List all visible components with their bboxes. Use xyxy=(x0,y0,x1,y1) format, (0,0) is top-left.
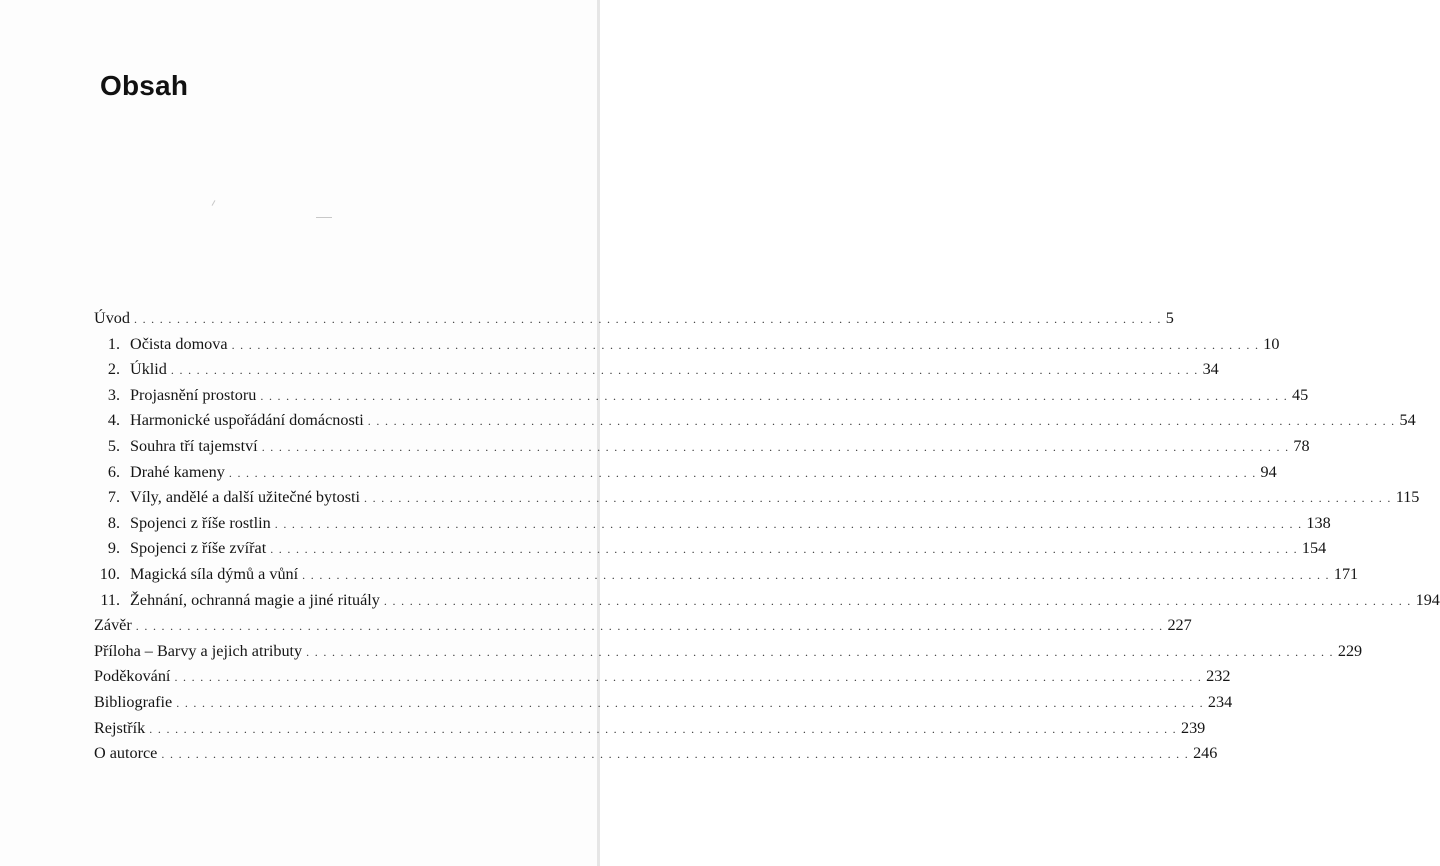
toc-dot-leader: . . . . . . . . . . . . . . . . . . . . . . . . . . . . . . . . . . . . . . . . . . . . . . . . . . . . . . . . . . . . . . . . . . . . . . . . . . . . . . . . . . . . . . . . . . . . . . . . . . . . . . . . . . . . . . . . . . . . . . . . xyxy=(270,542,1298,557)
toc-entry-number: 1. xyxy=(107,334,120,353)
toc-entry-number: 9. xyxy=(107,539,120,558)
toc-entry xyxy=(94,536,1327,562)
toc-entry-title: Bibliografie xyxy=(94,692,173,711)
toc-page-number: 171 xyxy=(1333,564,1359,583)
toc-dot-leader: . . . . . . . . . . . . . . . . . . . . . . . . . . . . . . . . . . . . . . . . . . . . . . . . . . . . . . . . . . . . . . . . . . . . . . . . . . . . . . . . . . . . . . . . . . . . . . . . . . . . . . . . . . . . . . . . . . . . . . . . xyxy=(302,567,1330,582)
toc-entry-number: 3. xyxy=(107,385,120,404)
toc-entry xyxy=(94,460,1277,486)
toc-entry xyxy=(94,383,1309,409)
toc-entry-title: Drahé kameny xyxy=(130,462,225,481)
toc-entry xyxy=(94,306,1174,332)
toc-entry-title: Projasnění prostoru xyxy=(130,385,257,404)
toc-page-number: 194 xyxy=(1415,590,1440,609)
toc-entry xyxy=(94,332,1280,358)
toc-page-number: 246 xyxy=(1193,744,1218,763)
toc-dot-leader: . . . . . . . . . . . . . . . . . . . . . . . . . . . . . . . . . . . . . . . . . . . . . . . . . . . . . . . . . . . . . . . . . . . . . . . . . . . . . . . . . . . . . . . . . . . . . . . . . . . . . . . . . . . . . . . . . . . . . . . . xyxy=(261,439,1290,454)
toc-page-number: 10 xyxy=(1263,334,1280,353)
toc-page-number: 227 xyxy=(1167,616,1192,635)
toc-entry xyxy=(94,639,1363,665)
toc-page-number: 232 xyxy=(1206,667,1231,686)
toc-page-number: 115 xyxy=(1395,488,1420,507)
toc-entry-number: 8. xyxy=(107,513,120,532)
toc-entry-title: Žehnání, ochranná magie a jiné rituály xyxy=(130,590,380,609)
toc-dot-leader: . . . . . . . . . . . . . . . . . . . . . . . . . . . . . . . . . . . . . . . . . . . . . . . . . . . . . . . . . . . . . . . . . . . . . . . . . . . . . . . . . . . . . . . . . . . . . . . . . . . . . . . . . . . . . . . . . . . . . . . . xyxy=(306,644,1334,659)
toc-entry-number: 5. xyxy=(107,436,120,455)
toc-page-number: 5 xyxy=(1165,309,1174,327)
toc-entry-title: Magická síla dýmů a vůní xyxy=(130,564,299,583)
toc-entry-title: Harmonické uspořádání domácnosti xyxy=(130,411,364,430)
toc-page-number: 34 xyxy=(1202,360,1219,379)
toc-dot-leader: . . . . . . . . . . . . . . . . . . . . . . . . . . . . . . . . . . . . . . . . . . . . . . . . . . . . . . . . . . . . . . . . . . . . . . . . . . . . . . . . . . . . . . . . . . . . . . . . . . . . . . . . . . . . . . . . . . . . . . . . xyxy=(133,312,1162,326)
toc-dot-leader: . . . . . . . . . . . . . . . . . . . . . . . . . . . . . . . . . . . . . . . . . . . . . . . . . . . . . . . . . . . . . . . . . . . . . . . . . . . . . . . . . . . . . . . . . . . . . . . . . . . . . . . . . . . . . . . . . . . . . . . . xyxy=(228,465,1257,480)
toc-dot-leader: . . . . . . . . . . . . . . . . . . . . . . . . . . . . . . . . . . . . . . . . . . . . . . . . . . . . . . . . . . . . . . . . . . . . . . . . . . . . . . . . . . . . . . . . . . . . . . . . . . . . . . . . . . . . . . . . . . . . . . . . xyxy=(174,670,1203,685)
scan-mark xyxy=(212,200,216,206)
toc-entry xyxy=(94,716,1206,742)
toc-entry-title: Souhra tří tajemství xyxy=(130,436,258,455)
toc-entry-number: 7. xyxy=(107,488,120,507)
toc-dot-leader: . . . . . . . . . . . . . . . . . . . . . . . . . . . . . . . . . . . . . . . . . . . . . . . . . . . . . . . . . . . . . . . . . . . . . . . . . . . . . . . . . . . . . . . . . . . . . . . . . . . . . . . . . . . . . . . . . . . . . . . . xyxy=(364,491,1392,506)
toc-dot-leader: . . . . . . . . . . . . . . . . . . . . . . . . . . . . . . . . . . . . . . . . . . . . . . . . . . . . . . . . . . . . . . . . . . . . . . . . . . . . . . . . . . . . . . . . . . . . . . . . . . . . . . . . . . . . . . . . . . . . . . . . xyxy=(135,619,1164,634)
toc-page-number: 45 xyxy=(1292,385,1309,404)
toc-entry-number: 6. xyxy=(107,462,120,481)
toc-entry xyxy=(94,690,1233,716)
page-title: Obsah xyxy=(100,70,189,101)
scan-mark xyxy=(316,217,332,218)
toc-dot-leader: . . . . . . . . . . . . . . . . . . . . . . . . . . . . . . . . . . . . . . . . . . . . . . . . . . . . . . . . . . . . . . . . . . . . . . . . . . . . . . . . . . . . . . . . . . . . . . . . . . . . . . . . . . . . . . . . . . . . . . . . xyxy=(274,516,1303,531)
toc-entry xyxy=(94,434,1310,460)
toc-entry-title: Víly, andělé a další užitečné bytosti xyxy=(130,488,360,507)
toc-page-number: 78 xyxy=(1293,436,1310,455)
toc-page-number: 239 xyxy=(1180,718,1206,737)
toc-entry-title: Spojenci z říše zvířat xyxy=(130,539,267,558)
toc-entry-title: Poděkování xyxy=(94,667,171,686)
toc-entry xyxy=(94,588,1440,614)
toc-page-number: 54 xyxy=(1399,411,1416,430)
toc-dot-leader: . . . . . . . . . . . . . . . . . . . . . . . . . . . . . . . . . . . . . . . . . . . . . . . . . . . . . . . . . . . . . . . . . . . . . . . . . . . . . . . . . . . . . . . . . . . . . . . . . . . . . . . . . . . . . . . . . . . . . . . . xyxy=(367,414,1396,429)
toc-entry-number: 11. xyxy=(100,590,120,609)
toc-entry xyxy=(94,357,1219,383)
toc-entry-title: Očista domova xyxy=(130,334,228,353)
toc-entry-title: Úklid xyxy=(130,360,167,379)
toc-entry-number: 4. xyxy=(107,411,120,430)
toc-entry-title: Závěr xyxy=(94,616,132,635)
toc-page-number: 154 xyxy=(1301,539,1327,558)
toc-entry xyxy=(94,613,1192,639)
toc-dot-leader: . . . . . . . . . . . . . . . . . . . . . . . . . . . . . . . . . . . . . . . . . . . . . . . . . . . . . . . . . . . . . . . . . . . . . . . . . . . . . . . . . . . . . . . . . . . . . . . . . . . . . . . . . . . . . . . . . . . . . . . . xyxy=(383,593,1412,608)
toc-dot-leader: . . . . . . . . . . . . . . . . . . . . . . . . . . . . . . . . . . . . . . . . . . . . . . . . . . . . . . . . . . . . . . . . . . . . . . . . . . . . . . . . . . . . . . . . . . . . . . . . . . . . . . . . . . . . . . . . . . . . . . . . xyxy=(161,747,1190,762)
toc-page-number: 234 xyxy=(1207,692,1233,711)
toc-entry xyxy=(94,741,1218,767)
toc-entry xyxy=(94,408,1416,434)
toc-page-number: 94 xyxy=(1260,462,1277,481)
toc-dot-leader: . . . . . . . . . . . . . . . . . . . . . . . . . . . . . . . . . . . . . . . . . . . . . . . . . . . . . . . . . . . . . . . . . . . . . . . . . . . . . . . . . . . . . . . . . . . . . . . . . . . . . . . . . . . . . . . . . . . . . . . . xyxy=(176,695,1204,710)
toc-page-number: 229 xyxy=(1337,641,1363,660)
toc-entry-title: Úvod xyxy=(94,309,130,327)
toc-entry-number: 2. xyxy=(107,360,120,379)
toc-page-number: 138 xyxy=(1306,513,1331,532)
toc-dot-leader: . . . . . . . . . . . . . . . . . . . . . . . . . . . . . . . . . . . . . . . . . . . . . . . . . . . . . . . . . . . . . . . . . . . . . . . . . . . . . . . . . . . . . . . . . . . . . . . . . . . . . . . . . . . . . . . . . . . . . . . . xyxy=(260,388,1289,403)
toc-entry xyxy=(94,485,1420,511)
toc-dot-leader: . . . . . . . . . . . . . . . . . . . . . . . . . . . . . . . . . . . . . . . . . . . . . . . . . . . . . . . . . . . . . . . . . . . . . . . . . . . . . . . . . . . . . . . . . . . . . . . . . . . . . . . . . . . . . . . . . . . . . . . . xyxy=(170,363,1199,378)
toc-entry-title: Rejstřík xyxy=(94,718,146,737)
toc-dot-leader: . . . . . . . . . . . . . . . . . . . . . . . . . . . . . . . . . . . . . . . . . . . . . . . . . . . . . . . . . . . . . . . . . . . . . . . . . . . . . . . . . . . . . . . . . . . . . . . . . . . . . . . . . . . . . . . . . . . . . . . . xyxy=(231,337,1260,352)
toc-entry xyxy=(94,511,1331,537)
toc-entry-title: Spojenci z říše rostlin xyxy=(130,513,271,532)
toc-entry-title: Příloha – Barvy a jejich atributy xyxy=(94,641,303,660)
toc-entry xyxy=(94,562,1359,588)
toc-entry-number: 10. xyxy=(99,564,120,583)
toc-entry-title: O autorce xyxy=(94,744,158,763)
table-of-contents xyxy=(94,306,1440,767)
toc-dot-leader: . . . . . . . . . . . . . . . . . . . . . . . . . . . . . . . . . . . . . . . . . . . . . . . . . . . . . . . . . . . . . . . . . . . . . . . . . . . . . . . . . . . . . . . . . . . . . . . . . . . . . . . . . . . . . . . . . . . . . . . . xyxy=(149,721,1177,736)
toc-entry xyxy=(94,664,1231,690)
